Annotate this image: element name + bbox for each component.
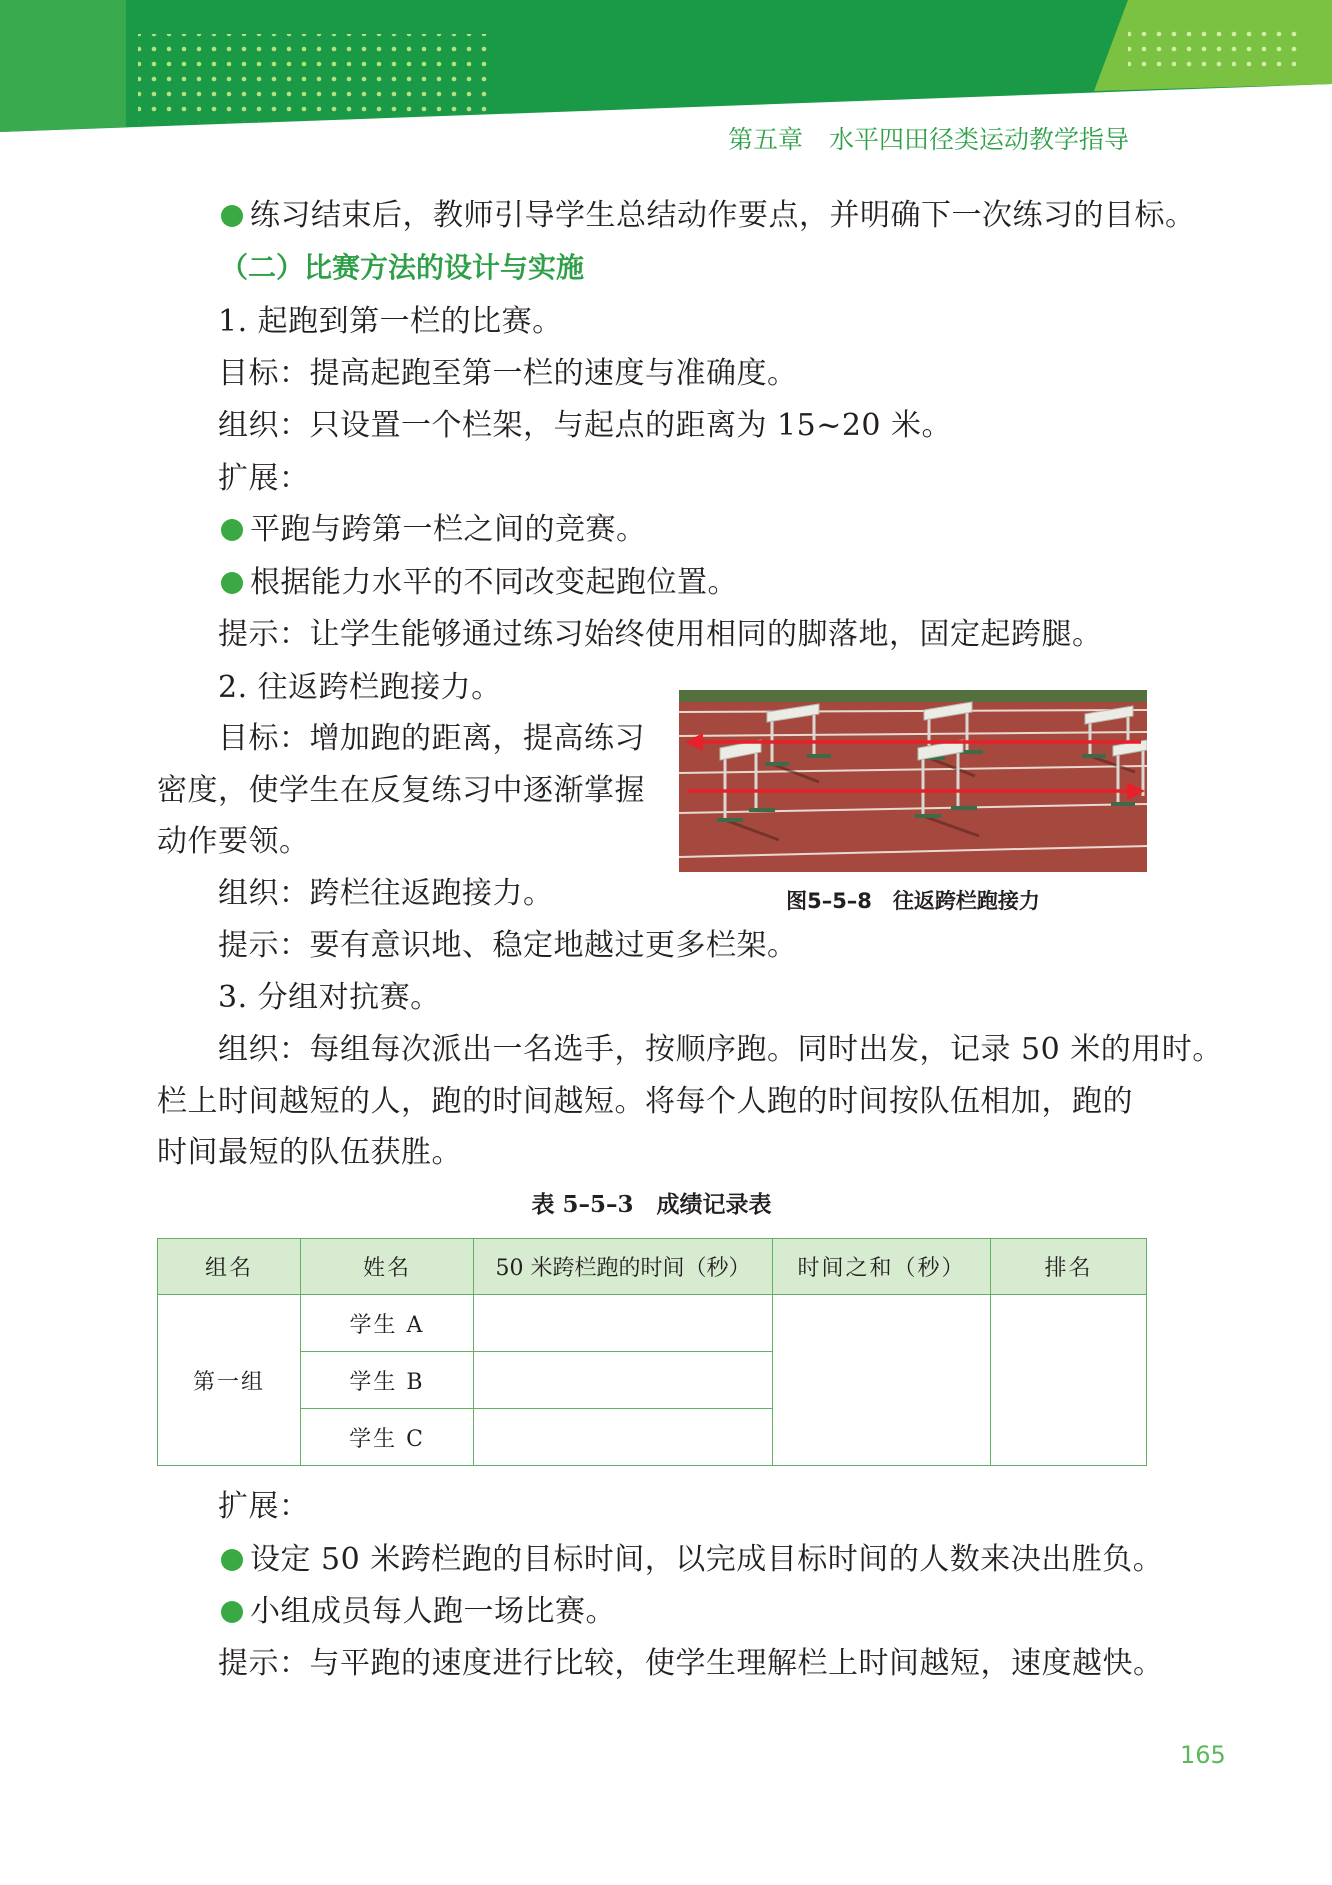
column-header-rank: 排名 <box>991 1239 1147 1295</box>
item3-extension-2: 小组成员每人跑一场比赛。 <box>250 1594 616 1629</box>
item1-organization: 组织：只设置一个栏架，与起点的距离为 15~20 米。 <box>218 408 953 443</box>
score-record-table <box>157 1238 1147 1466</box>
page-number: 165 <box>1180 1741 1226 1769</box>
bullet-icon <box>221 205 243 227</box>
item2-organization: 组织：跨栏往返跑接力。 <box>218 876 554 911</box>
time-cell <box>474 1409 773 1466</box>
intro-bullet-text: 练习结束后，教师引导学生总结动作要点，并明确下一次练习的目标。 <box>250 198 1196 233</box>
item1-extension-2: 根据能力水平的不同改变起跑位置。 <box>250 565 738 600</box>
chapter-header <box>728 124 1148 156</box>
item3-extension-label: 扩展： <box>218 1489 310 1524</box>
bullet-icon <box>221 572 243 594</box>
table-row <box>158 1295 1147 1352</box>
item2-goal-line-1: 目标：增加跑的距离，提高练习 <box>218 721 645 756</box>
item1-extension-1: 平跑与跨第一栏之间的竞赛。 <box>250 512 647 547</box>
student-cell: 学生 B <box>301 1352 474 1409</box>
column-header-time: 50 米跨栏跑的时间（秒） <box>474 1239 773 1295</box>
item3-organization-line-3: 时间最短的队伍获胜。 <box>157 1135 462 1170</box>
item3-extension-1: 设定 50 米跨栏跑的目标时间，以完成目标时间的人数来决出胜负。 <box>250 1542 1164 1577</box>
item1-extension-label: 扩展： <box>218 461 310 496</box>
column-header-total: 时间之和（秒） <box>773 1239 991 1295</box>
column-header-group: 组名 <box>158 1239 301 1295</box>
time-cell <box>474 1352 773 1409</box>
item1-tip: 提示：让学生能够通过练习始终使用相同的脚落地，固定起跨腿。 <box>218 617 1103 652</box>
student-cell: 学生 C <box>301 1409 474 1466</box>
item3-organization-line-1: 组织：每组每次派出一名选手，按顺序跑。同时出发，记录 50 米的用时。 <box>218 1032 1223 1067</box>
item3-organization-line-2: 栏上时间越短的人，跑的时间越短。将每个人跑的时间按队伍相加，跑的 <box>157 1084 1133 1119</box>
item2-goal-line-2: 密度，使学生在反复练习中逐渐掌握 <box>157 773 645 808</box>
group-cell: 第一组 <box>158 1295 301 1466</box>
header-left-strip <box>0 0 126 132</box>
track-surface <box>679 690 1147 872</box>
item2-tip: 提示：要有意识地、稳定地越过更多栏架。 <box>218 928 798 963</box>
table-header-row <box>158 1239 1147 1295</box>
bullet-icon <box>221 519 243 541</box>
item2-goal-line-3: 动作要领。 <box>157 824 310 859</box>
header-band <box>0 0 1332 140</box>
item1-goal: 目标：提高起跑至第一栏的速度与准确度。 <box>218 356 798 391</box>
header-dots-left <box>138 34 494 122</box>
item1-title: 1. 起跑到第一栏的比赛。 <box>218 304 563 339</box>
student-cell: 学生 A <box>301 1295 474 1352</box>
column-header-name: 姓名 <box>301 1239 474 1295</box>
section-heading: （二）比赛方法的设计与实施 <box>220 251 585 284</box>
chapter-title: 水平四田径类运动教学指导 <box>829 125 1130 154</box>
item3-tip: 提示：与平跑的速度进行比较，使学生理解栏上时间越短，速度越快。 <box>218 1646 1164 1681</box>
item2-title: 2. 往返跨栏跑接力。 <box>218 670 502 705</box>
track-photo <box>679 690 1147 872</box>
total-cell <box>773 1295 991 1466</box>
rank-cell <box>991 1295 1147 1466</box>
chapter-number: 第五章 <box>728 125 804 154</box>
bullet-icon <box>221 1601 243 1623</box>
grass-strip <box>679 690 1147 702</box>
item3-title: 3. 分组对抗赛。 <box>218 980 441 1015</box>
time-cell <box>474 1295 773 1352</box>
header-dots-right <box>1128 30 1298 76</box>
bullet-icon <box>221 1549 243 1571</box>
table-caption: 表 5–5–3 成绩记录表 <box>531 1191 772 1218</box>
figure-caption: 图5–5–8 往返跨栏跑接力 <box>786 889 1040 913</box>
